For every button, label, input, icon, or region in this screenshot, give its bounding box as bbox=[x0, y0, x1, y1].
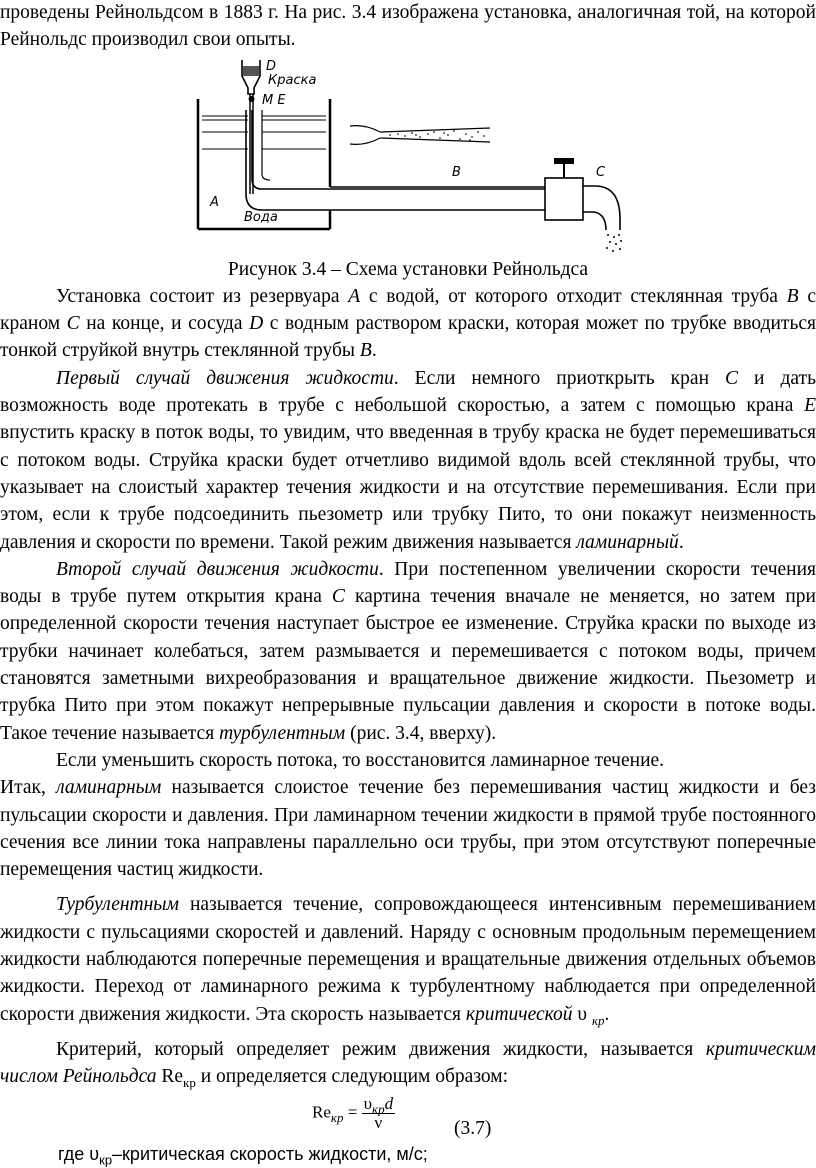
label-water: Вода bbox=[244, 209, 278, 225]
figure-caption: Рисунок 3.4 – Схема установки Рейнольдса bbox=[227, 258, 589, 280]
label-me: M E bbox=[262, 92, 286, 108]
glass-pipe-bottom bbox=[246, 110, 545, 210]
formula-block bbox=[0, 1091, 816, 1141]
turbulent-definition-paragraph: Турбулентным называется течение, сопровождающееся интенсивным перемешиванием жидкости с пульсациями скоростей и давлений. Наряду с основным продольным перемещением жидкости наблюдаются поперечные перемещения и вращательные движения отдельных объемов жидкости. Переход от ламинарного режима к турбулентному наблюдается при определенной скорости движения жидкости. Эта скорость называется критической υ $_{кр}$. bbox=[0, 894, 816, 1028]
dye-vessel bbox=[242, 60, 260, 94]
restore-paragraph: Если уменьшить скорость потока, то восстановится ламинарное течение. bbox=[56, 749, 665, 771]
label-a: A bbox=[210, 194, 219, 210]
label-c: C bbox=[596, 164, 606, 180]
setup-paragraph: Установка состоит из резервуара А с водой, от которого отходит стеклянная труба В с краном С на конце, и сосуда D с водным раствором краски, которая может по трубке вводиться тонкой струйкой внутрь стеклянной трубы В. bbox=[0, 285, 816, 362]
dye-fill bbox=[243, 66, 259, 76]
reynolds-formula: $Re_{кр}$ = $\frac{\upsilon_{кр}d}{\nu}$ bbox=[312, 1093, 394, 1132]
equation-number: (3.7) bbox=[454, 1117, 492, 1139]
water-surface-lines bbox=[202, 116, 326, 149]
reynolds-apparatus-figure bbox=[0, 54, 816, 254]
where-line: где $\upsilon_{кр}$–критическая скорость жидкости, м/с; bbox=[58, 1143, 428, 1168]
turbulent-inset bbox=[350, 125, 490, 144]
formula-fraction: $\frac{\upsilon_{кр}d}{\nu}$ bbox=[363, 1093, 394, 1132]
valve-c bbox=[545, 178, 583, 220]
intro-paragraph: проведены Рейнольдсом в 1883 г. На рис. 3.4 изображена установка, аналогичная той, на которой Рейнольдс производил свои опыты. bbox=[0, 2, 816, 51]
case2-paragraph: Второй случай движения жидкости. При постепенном увеличении скорости течения воды в трубе путем открытия крана С картина течения вначале не меняется, но затем при определенной скорости течения наступает быстрое ее изменение. Струйка краски по выходе из трубки начинает колебаться, затем размывается и перемешивается с потоком воды, причем становятся заметными вихреобразования и вращательное движение жидкости. Пьезометр и трубка Пито при этом покажут непрерывные пульсации давления и скорости в потоке воды. Такое течение называется турбулентным (рис. 3.4, вверху). bbox=[0, 558, 816, 744]
outlet-spray bbox=[606, 234, 622, 252]
laminar-definition-paragraph: Итак, ламинарным называется слоистое течение без перемешивания частиц жидкости и без пульсации скорости и давления. При ламинарном течении жидкости в прямой трубе постоянного сечения все линии тока направлены параллельно оси трубы, при этом отсутствуют поперечные перемещения частиц жидкости. bbox=[0, 777, 816, 881]
label-d: D bbox=[266, 58, 277, 74]
criterion-paragraph: Критерий, который определяет режим движения жидкости, называется критическим числом Рейнольдса $Re_{кр}$ и определяется следующим образом: bbox=[0, 1038, 816, 1091]
case1-paragraph: Первый случай движения жидкости. Если немного приоткрыть кран С и дать возможность воде протекать в трубе с небольшой скоростью, а затем с помощью крана Е впустить краску в поток воды, то увидим, что введенная в трубу краска не будет перемешиваться с потоком воды. Струйка краски будет отчетливо видимой вдоль всей стеклянной трубы, что указывает на слоистый характер течения жидкости и на отсутствие перемешивания. Если при этом, если к трубе подсоединить пьезометр или трубку Пито, то они покажут неизменность давления и скорости по времени. Такой режим движения называется ламинарный. bbox=[0, 367, 816, 553]
label-paint: Краска bbox=[268, 72, 317, 88]
valve-c-handle bbox=[554, 158, 574, 164]
label-b: B bbox=[452, 164, 461, 180]
valve-e bbox=[249, 96, 255, 102]
